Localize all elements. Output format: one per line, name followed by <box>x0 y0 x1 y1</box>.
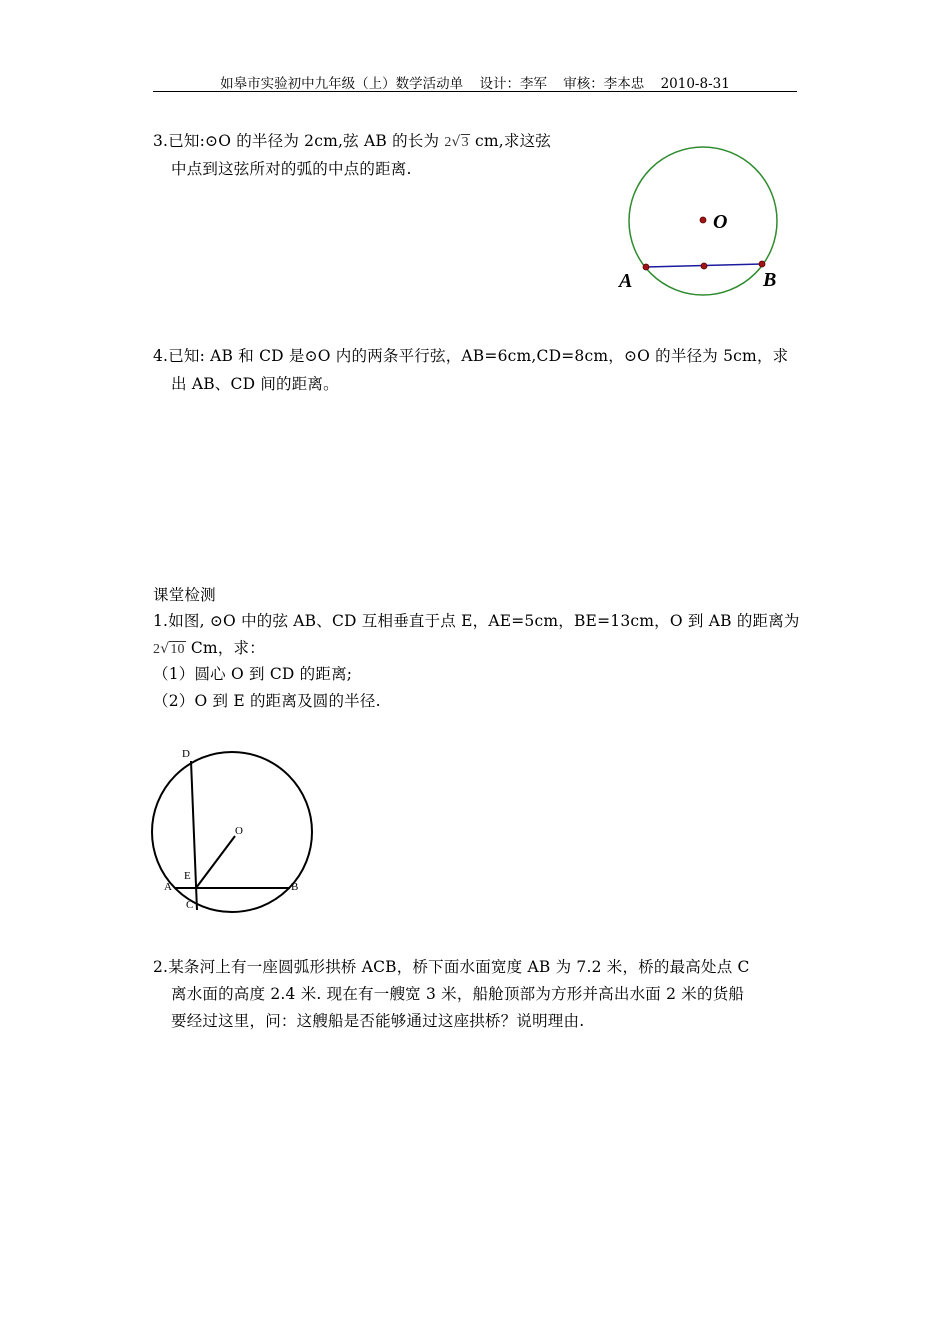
q3-point-mid <box>701 263 707 269</box>
q3-point-b <box>759 261 765 267</box>
q4-line2: 出 AB、CD 间的距离。 <box>171 375 339 393</box>
q3-circle-figure <box>610 140 800 300</box>
header-school: 如皋市实验初中九年级（上）数学活动单 <box>220 76 464 92</box>
q3-line1 <box>153 129 551 151</box>
p1-line2-text: Cm，求： <box>190 639 265 657</box>
q3-point-o <box>700 217 706 223</box>
sqrt-icon: √ <box>451 134 461 150</box>
header-date: 2010-8-31 <box>660 76 730 92</box>
q3-point-a <box>643 264 649 270</box>
q3-sqrt-coef: 2 <box>444 135 452 150</box>
q3-label-o: O <box>713 211 728 233</box>
p1-circle-figure <box>150 740 320 920</box>
p1-segment-oe <box>196 836 235 888</box>
header-review: 审核：李本忠 <box>563 76 645 92</box>
p1-sub2: （2）O 到 E 的距离及圆的半径. <box>153 692 381 710</box>
p1-sub1: （1）圆心 O 到 CD 的距离; <box>153 665 353 683</box>
p1-line2 <box>153 636 265 658</box>
q3-sqrt-expression <box>444 132 470 150</box>
p1-label-o: O <box>235 825 243 837</box>
p2-line2: 离水面的高度 2.4 米. 现在有一艘宽 3 米，船舱顶部为方形并高出水面 2 米的货船 <box>171 985 745 1003</box>
p1-line1: 1.如图, ⊙O 中的弦 AB、CD 互相垂直于点 E，AE=5cm，BE=13cm，O 到 AB 的距离为 <box>153 612 800 630</box>
p1-label-e: E <box>184 870 191 882</box>
q3-label-a: A <box>619 270 633 292</box>
p1-sqrt-radicand: 10 <box>170 642 185 657</box>
q3-text-post: cm,求这弦 <box>474 132 551 150</box>
p1-label-b: B <box>291 881 299 893</box>
p2-line3: 要经过这里，问：这艘船是否能够通过这座拱桥？说明理由. <box>171 1012 585 1030</box>
q3-sqrt-radicand: 3 <box>461 135 469 150</box>
q3-label-b: B <box>763 269 777 291</box>
p2-line1: 2.某条河上有一座圆弧形拱桥 ACB，桥下面水面宽度 AB 为 7.2 米，桥的最高处点 C <box>153 958 750 976</box>
p1-label-d: D <box>182 748 190 760</box>
p1-sqrt-coef: 2 <box>153 642 161 657</box>
p1-label-c: C <box>186 899 194 911</box>
page-header <box>153 72 797 92</box>
q3-text-pre: 3.已知:⊙O 的半径为 2cm,弦 AB 的长为 <box>153 132 440 150</box>
q4-line1: 4.已知: AB 和 CD 是⊙O 内的两条平行弦，AB=6cm,CD=8cm，⊙O 的半径为 5cm，求 <box>153 347 789 365</box>
p1-sqrt-expression <box>153 639 186 657</box>
q3-line2: 中点到这弦所对的弧的中点的距离. <box>171 160 412 178</box>
section-title: 课堂检测 <box>153 586 216 604</box>
header-rule <box>153 91 797 92</box>
sqrt-icon: √ <box>160 641 170 657</box>
header-design: 设计：李军 <box>479 76 547 92</box>
p1-label-a: A <box>164 881 172 893</box>
